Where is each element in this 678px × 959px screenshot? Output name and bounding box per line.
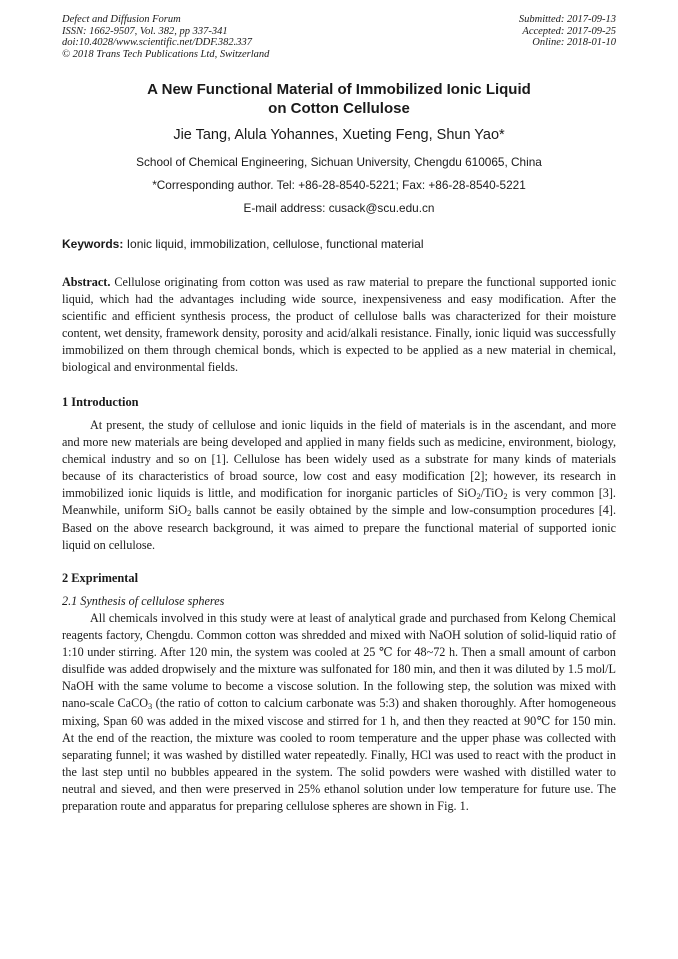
- subsection-heading-synthesis: 2.1 Synthesis of cellulose spheres: [62, 594, 225, 608]
- keywords-label: Keywords:: [62, 237, 124, 251]
- online-date: Online: 2018-01-10: [532, 37, 616, 48]
- keywords: [62, 237, 616, 252]
- synthesis-text-1: All chemicals involved in this study were at least of analytical grade and purchased from Kelong Chemical reagents factory, Chengdu. Common cotton was shredded and mixed with NaOH solution of solid-liquid ratio of 1:10 under stirring. After 120 min, the system was cooled at 25 ℃ for 48~72 h. Then a small amount of carbon disulfide was added dropwisely and the mixture was sulfonated for 180 min, and then it was diluted by 1.5 mol/L NaOH with the same volume to become a viscose solution. In the following step, the solution was mixed with nano-scale CaCO: [62, 611, 616, 711]
- subscript: 2: [476, 491, 481, 502]
- synthesis-text-2: (the ratio of cotton to calcium carbonate was 5:3) and shaken thoroughly. After homogeneous mixing, Span 60 was added in the mixed viscose and stirred for 1 h, and then they reacted at 90℃ for 150 min. At the end of the reaction, the mixture was cooled to room temperature and the upper phase was collected with separating funnel; it was washed by distilled water repeatedly. Finally, HCl was used to react with the product in the last step until no bubbles appeared in the system. The solid powders were washed with distilled water to neutral and sieved, and then were preserved in 25% ethanol solution under low temperature for future use. The preparation route and apparatus for preparing cellulose spheres are shown in Fig. 1.: [62, 696, 616, 814]
- title-line-2: on Cotton Cellulose: [268, 100, 410, 117]
- subscript: 2: [187, 508, 192, 519]
- intro-text-4: balls cannot be easily obtained by the simple and low-consumption procedures [4]. Based on the above research background, it was aimed to prepare the functional material of supported ionic liquid on cellulose.: [62, 503, 616, 552]
- journal-copyright: © 2018 Trans Tech Publications Ltd, Switzerland: [62, 48, 270, 60]
- intro-text-1: At present, the study of cellulose and ionic liquids in the field of materials is in the ascendant, and more and more new materials are being developed and applied in many fields such as medicine, environment, biology, chemical industry and so on [1]. Cellulose has been widely used as a substrate for many kinds of materials because of its characteristics of broad source, low cost and easy modification [2]; however, its research in immobilized ionic liquids is little, and modification for inorganic particles of SiO: [62, 418, 616, 501]
- email-address[interactable]: E-mail address: cusack@scu.edu.cn: [243, 201, 435, 215]
- journal-header-right: [396, 14, 616, 49]
- subscript: 2: [503, 491, 508, 502]
- paper-title: [62, 80, 616, 118]
- synthesis-paragraph: [62, 610, 616, 815]
- abstract-text: Cellulose originating from cotton was used as raw material to prepare the functional supported ionic liquid, which had the advantages including wide source, inexpensiveness and easy modification. After the scientific and efficient synthesis process, the product of cellulose balls was characterized for their moisture content, wet density, framework density, porosity and acid/alkali resistance. Finally, ionic liquid was successfully immobilized on them through chemical bonds, which is expected to be applied as a new material in chemical, biological and environmental fields.: [62, 275, 616, 375]
- journal-name: Defect and Diffusion Forum: [62, 14, 181, 25]
- accepted-date: Accepted: 2017-09-25: [522, 25, 616, 37]
- title-line-1: A New Functional Material of Immobilized Ionic Liquid: [147, 81, 531, 98]
- intro-text-3: is very common [3]. Meanwhile, uniform SiO: [62, 486, 616, 518]
- intro-text-2: /TiO: [480, 486, 504, 501]
- keywords-text: Ionic liquid, immobilization, cellulose, functional material: [126, 237, 424, 251]
- journal-issn: ISSN: 1662-9507, Vol. 382, pp 337-341: [62, 25, 228, 37]
- abstract-label: Abstract.: [62, 275, 111, 289]
- section-heading-introduction: 1 Introduction: [62, 395, 139, 409]
- abstract: [62, 274, 616, 377]
- journal-header-left: [62, 14, 392, 60]
- journal-doi[interactable]: doi:10.4028/www.scientific.net/DDF.382.337: [62, 37, 253, 48]
- affiliation: School of Chemical Engineering, Sichuan University, Chengdu 610065, China: [136, 155, 542, 169]
- author-list: Jie Tang, Alula Yohannes, Xueting Feng, Shun Yao*: [173, 127, 505, 143]
- section-heading-experimental: 2 Exprimental: [62, 571, 139, 585]
- submitted-date: Submitted: 2017-09-13: [518, 14, 616, 25]
- correspondence: *Corresponding author. Tel: +86-28-8540-5221; Fax: +86-28-8540-5221: [152, 178, 526, 192]
- subscript: 3: [148, 701, 153, 712]
- introduction-paragraph: [62, 417, 616, 554]
